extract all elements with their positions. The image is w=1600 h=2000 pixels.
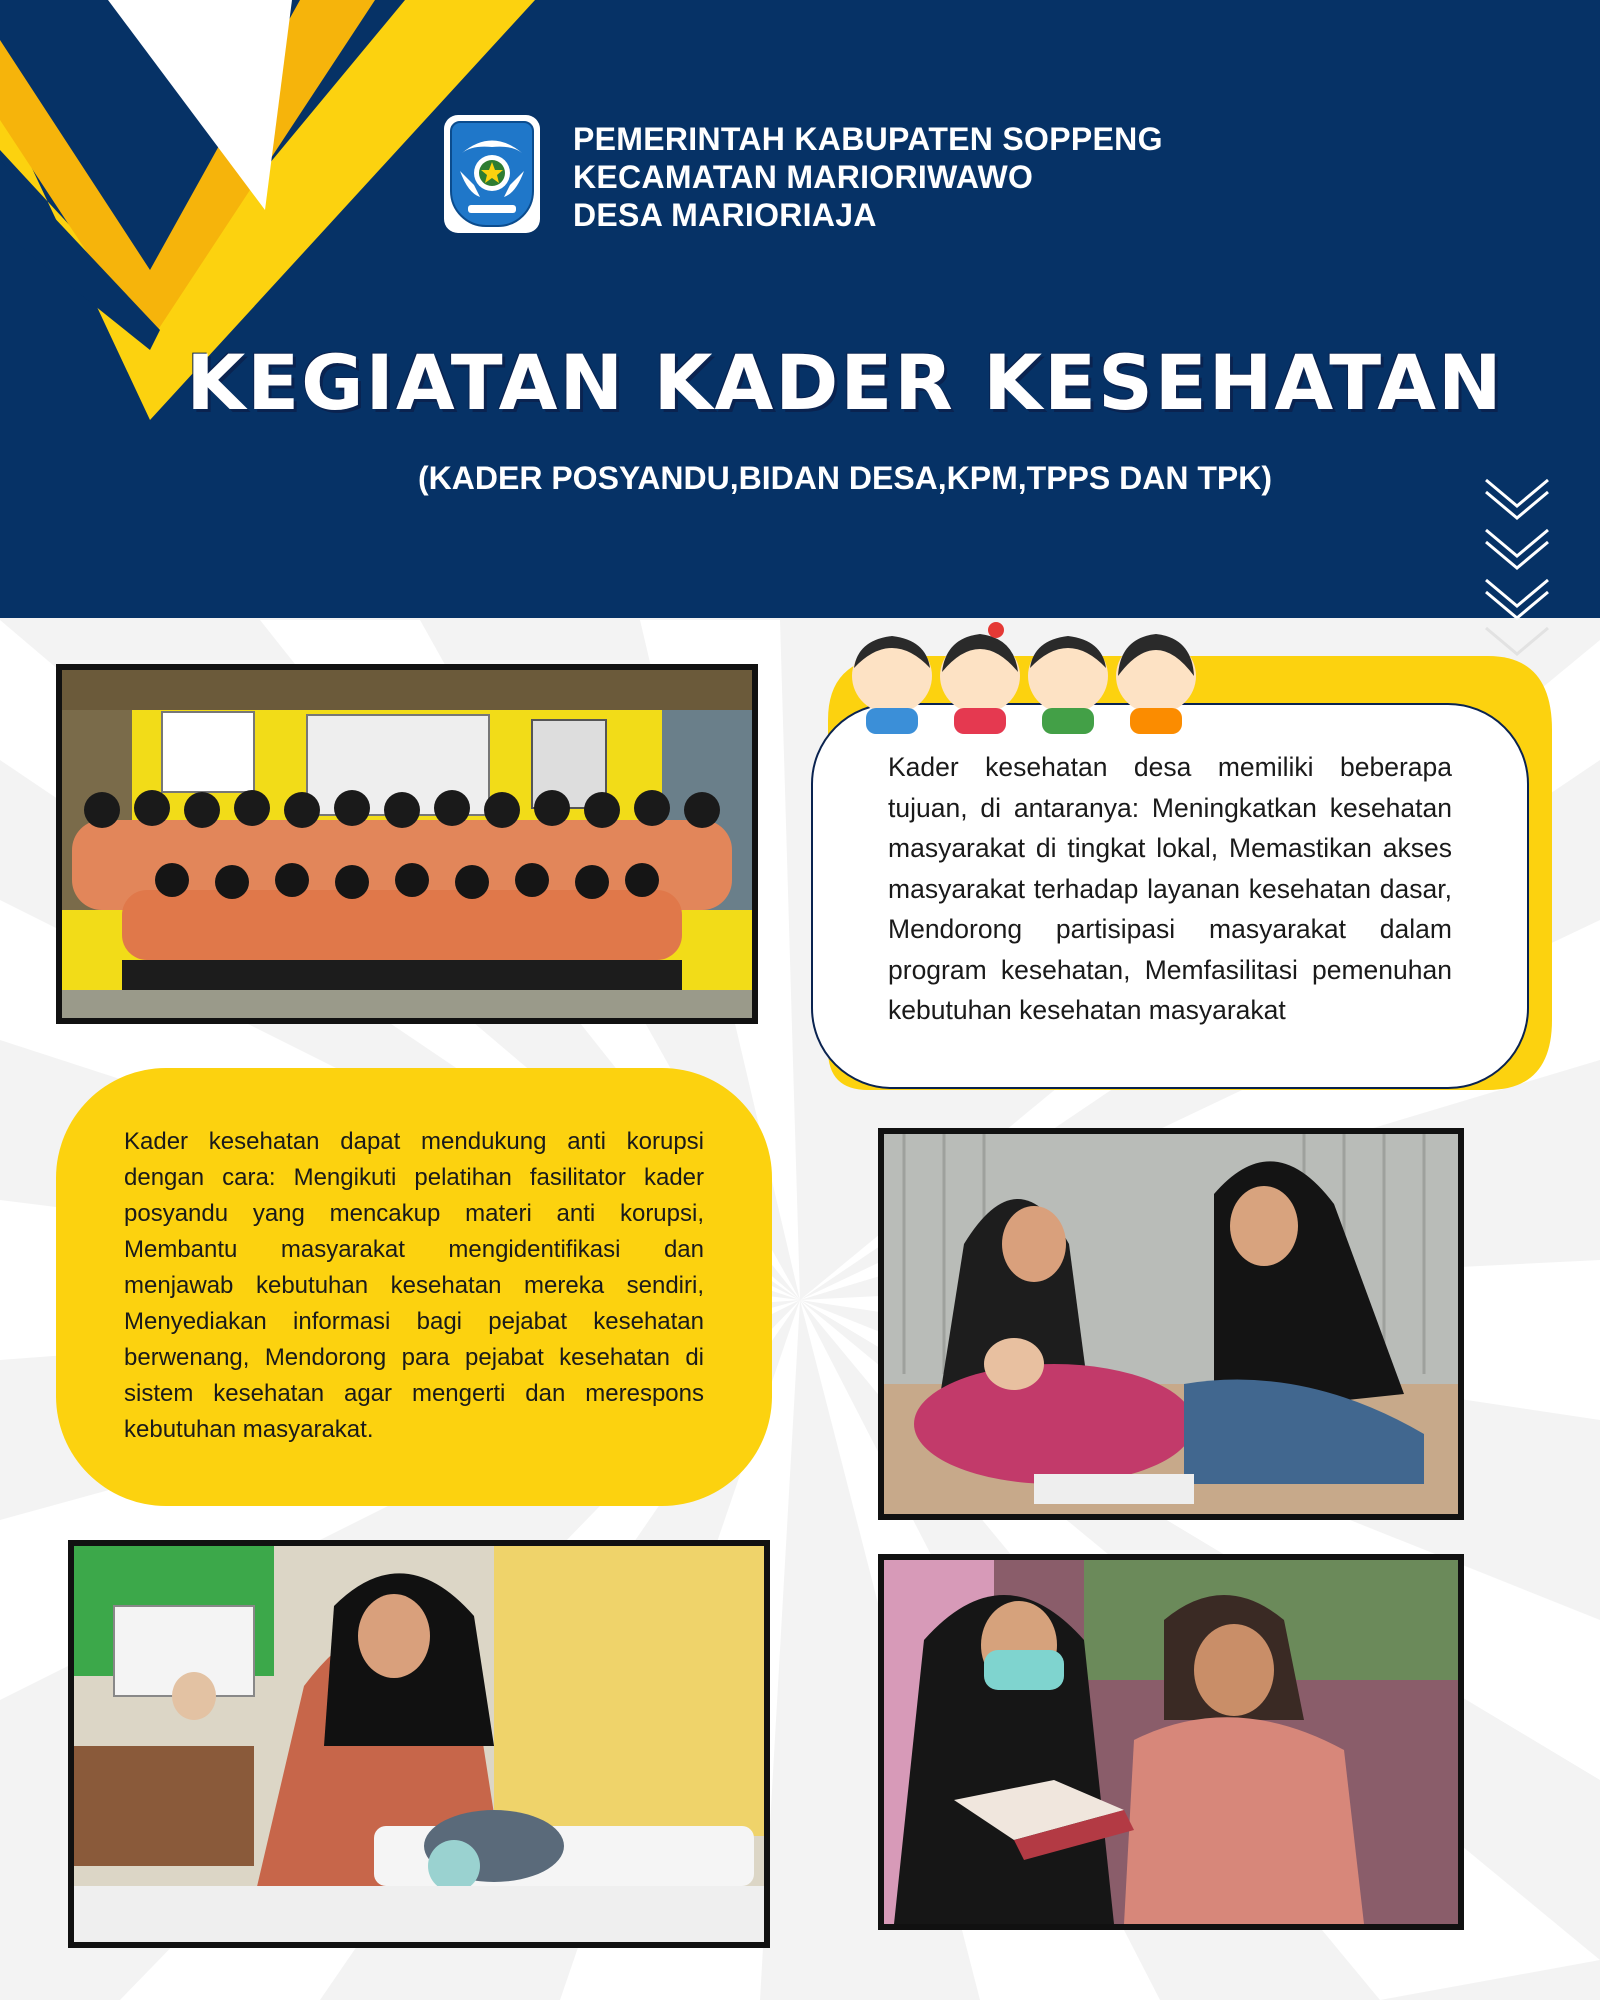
org-line-district: KECAMATAN MARIORIWAWO	[573, 159, 1034, 195]
photo-kia-book-counseling	[878, 1554, 1464, 1930]
page-subtitle: (KADER POSYANDU,BIDAN DESA,KPM,TPPS DAN TPK)	[418, 460, 1272, 496]
photo-weighing-infant	[68, 1540, 770, 1948]
regency-emblem-icon	[444, 115, 540, 233]
cartoon-children-illustration	[846, 620, 1204, 734]
page-title: KEGIATAN KADER KESEHATAN	[186, 338, 1504, 427]
org-line-regency: PEMERINTAH KABUPATEN SOPPENG	[573, 121, 1163, 157]
photo-infant-checkup	[878, 1128, 1464, 1520]
decorative-chevron-shapes	[0, 0, 1600, 618]
org-line-village: DESA MARIORIAJA	[573, 197, 877, 233]
photo-group-cadres	[56, 664, 758, 1024]
card-anticorruption-text: Kader kesehatan dapat mendukung anti korupsi dengan cara: Mengikuti pelatihan fasilitator kader posyandu yang mencakup materi anti korupsi, Membantu masyarakat mengidentifikasi dan menjawab kebutuhan kesehatan mereka sendiri, Menyediakan informasi bagi pejabat kesehatan berwenang, Mendorong para pejabat kesehatan di sistem kesehatan agar mengerti dan merespons kebutuhan masyarakat.	[124, 1128, 704, 1443]
card-purpose-text: Kader kesehatan desa memiliki beberapa tujuan, di antaranya: Meningkatkan kesehatan masyarakat di tingkat lokal, Memastikan akses masyarakat terhadap layanan kesehatan dasar, Mendorong partisipasi masyarakat dalam program kesehatan, Memfasilitasi pemenuhan kebutuhan kesehatan masyarakat	[888, 752, 1452, 1025]
header-banner	[0, 0, 1600, 618]
